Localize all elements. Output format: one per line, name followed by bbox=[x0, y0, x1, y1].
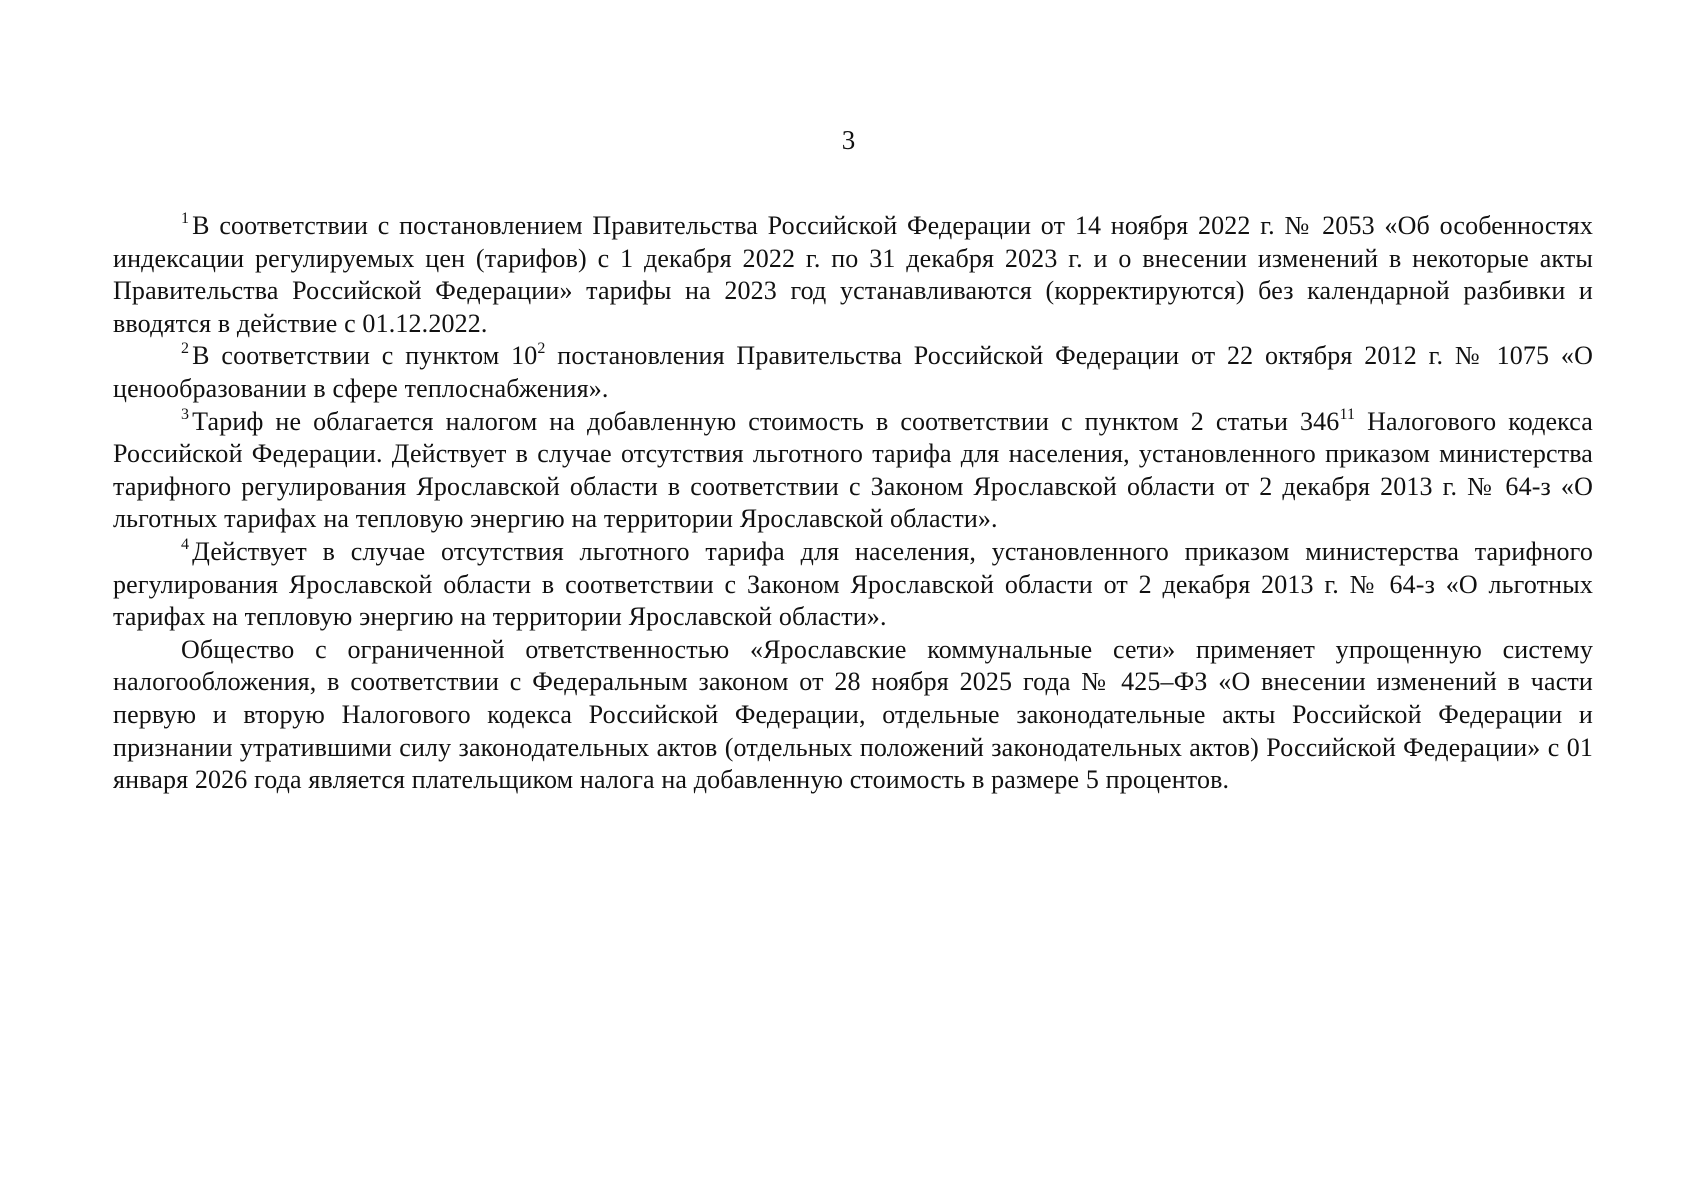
footnote-4-text: Действует в случае отсутствия льготного тарифа для населения, установленного приказом министерства тарифного регулирования Ярославской области в соответствии с Законом Ярославской области от 2 декабря 2013 г. № 64-з «О льготных тарифах на тепловую энергию на территории Ярославской области». bbox=[113, 536, 1593, 632]
footnote-marker-4: 4 bbox=[181, 535, 190, 553]
footnote-4 bbox=[113, 536, 1593, 634]
footnote-marker-3: 3 bbox=[181, 405, 190, 423]
footnote-1 bbox=[113, 210, 1593, 340]
footnote-2-text-before: В соответствии с пунктом 10 bbox=[192, 341, 538, 371]
footnote-3-text-before: Тариф не облагается налогом на добавленную стоимость в соответствии с пунктом 2 статьи 346 bbox=[192, 406, 1340, 436]
footnote-3-superscript: 11 bbox=[1339, 405, 1356, 423]
footnote-2 bbox=[113, 340, 1593, 405]
footnote-3 bbox=[113, 406, 1593, 536]
footnote-marker-2: 2 bbox=[181, 340, 190, 358]
page-number: 3 bbox=[841, 125, 856, 155]
footnote-2-text-after: постановления Правительства Российской Федерации от 22 октября 2012 г. № 1075 «О ценообразовании в сфере теплоснабжения». bbox=[113, 341, 1594, 403]
footnote-1-text: В соответствии с постановлением Правительства Российской Федерации от 14 ноября 2022 г. № 2053 «Об особенностях индексации регулируемых цен (тарифов) с 1 декабря 2022 г. по 31 декабря 2023 г. и о внесении изменений в некоторые акты Правительства Российской Федерации» тарифы на 2023 год устанавливаются (корректируются) без календарной разбивки и вводятся в действие с 01.12.2022. bbox=[113, 211, 1593, 338]
footnotes-section bbox=[113, 210, 1593, 797]
footnote-marker-1: 1 bbox=[181, 210, 190, 227]
footnote-3-text-after: Налогового кодекса Российской Федерации. Действует в случае отсутствия льготного тарифа для населения, установленного приказом министерства тарифного регулирования Ярославской области в соответствии с Законом Ярославской области от 2 декабря 2013 г. № 64-з «О льготных тарифах на тепловую энергию на территории Ярославской области». bbox=[113, 406, 1594, 534]
closing-paragraph: Общество с ограниченной ответственностью «Ярославские коммунальные сети» применяет упрощенную систему налогообложения, в соответствии с Федеральным законом от 28 ноября 2025 года № 425–ФЗ «О внесении изменений в части первую и вторую Налогового кодекса Российской Федерации, отдельные законодательные акты Российской Федерации и признании утратившими силу законодательных актов (отдельных положений законодательных актов) Российской Федерации» с 01 января 2026 года является плательщиком налога на добавленную стоимость в размере 5 процентов. bbox=[113, 634, 1593, 795]
footnote-2-superscript: 2 bbox=[537, 340, 546, 358]
